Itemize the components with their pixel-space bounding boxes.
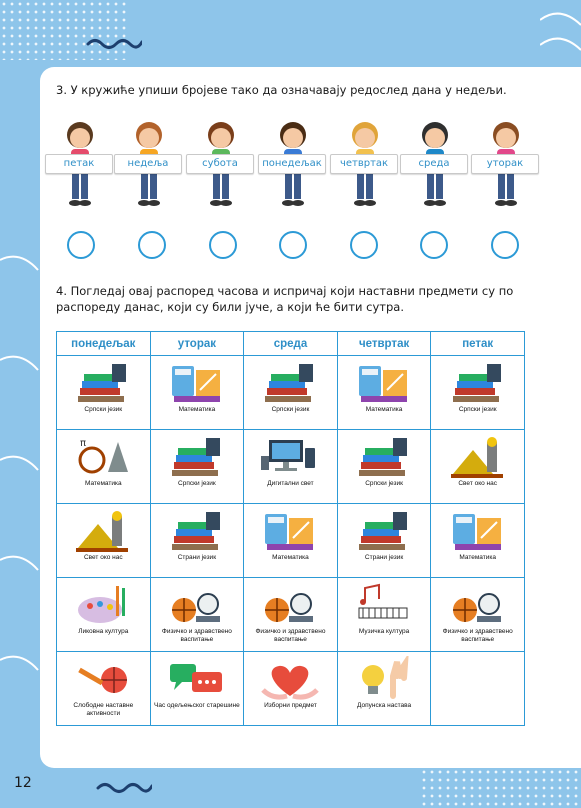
schedule-cell — [150, 652, 244, 726]
schedule-cell — [244, 578, 338, 652]
schedule-cell — [244, 356, 338, 430]
schedule-row — [57, 578, 525, 652]
books-icon — [259, 360, 321, 406]
day-sign: уторак — [471, 154, 539, 174]
task-4-line-1: 4. Погледај овај распоред часова и испричај који наставни предмети су по — [56, 284, 514, 298]
subject-label: Изборни предмет — [264, 702, 317, 709]
subject-label: Слободне наставне активности — [73, 702, 134, 717]
subject-label: Српски језик — [84, 406, 123, 413]
books-icon — [447, 360, 509, 406]
child-with-sign-6 — [404, 120, 466, 212]
music-icon — [353, 582, 415, 628]
subject-label: Допунска настава — [357, 702, 412, 709]
schedule-cell — [244, 430, 338, 504]
schedule-cell — [337, 356, 431, 430]
task-3-instruction: 3. У кружиће упиши бројеве тако да означавају редослед дана у недељи. — [56, 83, 507, 97]
child-with-sign-1 — [49, 120, 111, 212]
child-with-sign-5 — [334, 120, 396, 212]
subject-label: Математика — [459, 554, 496, 561]
schedule-header-day: четвртак — [337, 332, 431, 356]
day-sign: среда — [400, 154, 468, 174]
books-icon — [72, 360, 134, 406]
schedule-cell — [244, 504, 338, 578]
subject-label: Српски језик — [271, 406, 310, 413]
subject-label: Страни језик — [364, 554, 404, 561]
schedule-cell — [431, 430, 525, 504]
answer-circle-5[interactable] — [350, 231, 378, 259]
geometry-icon — [72, 434, 134, 480]
globe-icon — [72, 508, 134, 554]
math-icon — [353, 360, 415, 406]
subject-label: Физичко и здравствено васпитање — [161, 628, 232, 643]
subject-label: Српски језик — [178, 480, 216, 487]
subject-label: Час одељењског старешине — [154, 702, 240, 709]
idea-icon — [353, 656, 415, 702]
child-with-sign-2 — [118, 120, 180, 212]
sports-icon — [166, 582, 228, 628]
schedule-cell — [57, 578, 151, 652]
answer-circle-7[interactable] — [491, 231, 519, 259]
paint-icon — [72, 582, 134, 628]
answer-circle-3[interactable] — [209, 231, 237, 259]
sports-icon — [447, 582, 509, 628]
task-4-instruction — [56, 283, 513, 315]
task-4-line-2: распореду данас, који су били јуче, а који ће бити сутра. — [56, 300, 404, 314]
schedule-header-day: петак — [431, 332, 525, 356]
math-icon — [259, 508, 321, 554]
day-sign: субота — [186, 154, 254, 174]
schedule-cell — [57, 504, 151, 578]
books-icon — [353, 508, 415, 554]
schedule-cell — [337, 578, 431, 652]
schedule-cell — [57, 356, 151, 430]
heart-icon — [259, 656, 321, 702]
subject-label: Свет око нас — [83, 554, 123, 561]
computer-icon — [259, 434, 321, 480]
chat-icon — [166, 656, 228, 702]
schedule-row — [57, 652, 525, 726]
books-icon — [166, 508, 228, 554]
subject-label: Музичка култура — [358, 628, 410, 635]
schedule-cell — [337, 504, 431, 578]
subject-label: Математика — [272, 554, 309, 561]
schedule-header-row — [57, 332, 525, 356]
schedule-cell — [431, 504, 525, 578]
schedule-header-day: среда — [244, 332, 338, 356]
dots-pattern-top — [0, 0, 130, 60]
subject-label: Физичко и здравствено васпитање — [442, 628, 513, 643]
globe-icon — [447, 434, 509, 480]
schedule-header-day: понедељак — [57, 332, 151, 356]
wave-lines-left — [0, 240, 40, 760]
schedule-cell — [150, 430, 244, 504]
day-sign: понедељак — [258, 154, 326, 174]
schedule-row — [57, 504, 525, 578]
subject-label: Ликовна култура — [78, 628, 129, 635]
schedule-cell — [431, 652, 525, 726]
schedule-cell — [337, 430, 431, 504]
day-sign: недеља — [114, 154, 182, 174]
svg-text:π: π — [80, 438, 87, 449]
subject-label: Свет око нас — [458, 480, 498, 487]
subject-label: Српски језик — [458, 406, 497, 413]
sports-icon — [259, 582, 321, 628]
day-sign: петак — [45, 154, 113, 174]
child-with-sign-7 — [475, 120, 537, 212]
schedule-cell — [150, 504, 244, 578]
wave-lines-right — [540, 0, 581, 70]
subject-label: Страни језик — [177, 554, 217, 561]
subject-label: Математика — [178, 406, 216, 413]
schedule-row — [57, 430, 525, 504]
books-icon — [166, 434, 228, 480]
subject-label: Дигитални свет — [267, 480, 314, 487]
answer-circle-1[interactable] — [67, 231, 95, 259]
page-number: 12 — [14, 775, 32, 791]
math-icon — [166, 360, 228, 406]
wave-decoration-bottom — [96, 780, 152, 794]
schedule-row — [57, 356, 525, 430]
schedule-header-day: уторак — [150, 332, 244, 356]
answer-circle-2[interactable] — [138, 231, 166, 259]
child-with-sign-3 — [190, 120, 252, 212]
class-schedule-table — [56, 331, 525, 726]
answer-circle-4[interactable] — [279, 231, 307, 259]
subject-label: Математика — [84, 480, 122, 487]
schedule-cell — [57, 652, 151, 726]
math-icon — [447, 508, 509, 554]
schedule-cell — [150, 356, 244, 430]
schedule-cell — [244, 652, 338, 726]
answer-circle-6[interactable] — [420, 231, 448, 259]
ball-icon — [72, 656, 134, 702]
schedule-cell — [337, 652, 431, 726]
schedule-cell — [431, 356, 525, 430]
subject-label: Математика — [365, 406, 403, 413]
child-with-sign-4 — [262, 120, 324, 212]
dots-pattern-bottom — [420, 768, 581, 808]
schedule-cell — [150, 578, 244, 652]
books-icon — [353, 434, 415, 480]
wave-decoration-top — [86, 36, 142, 50]
subject-label: Српски језик — [365, 480, 403, 487]
schedule-cell — [57, 430, 151, 504]
day-sign: четвртак — [330, 154, 398, 174]
subject-label: Физичко и здравствено васпитање — [255, 628, 326, 643]
schedule-cell — [431, 578, 525, 652]
